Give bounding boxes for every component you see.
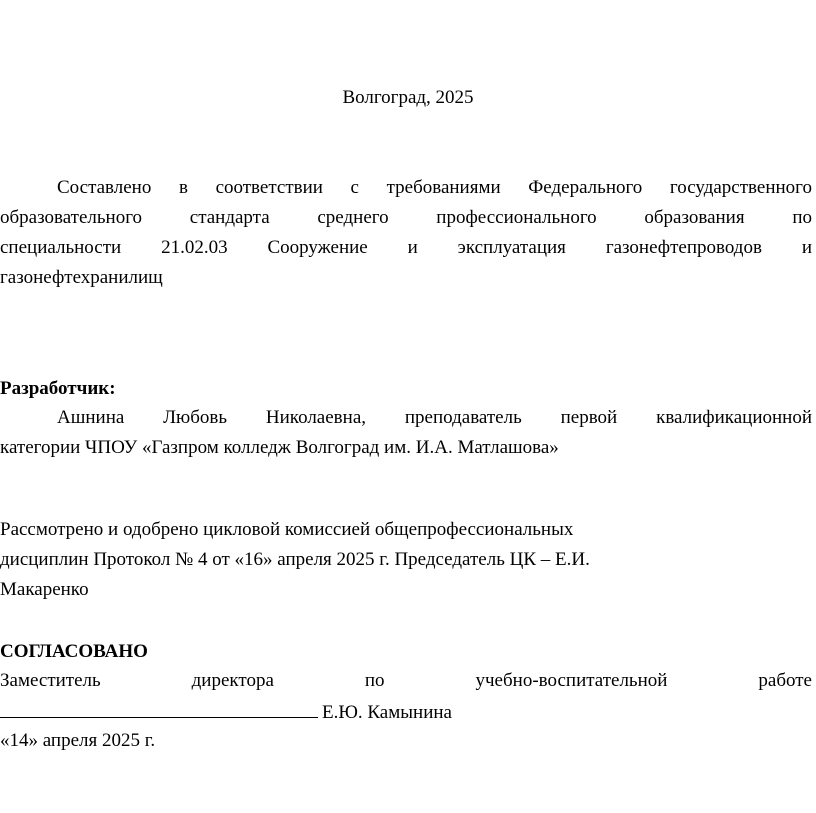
signatory-name: Е.Ю. Камынина: [322, 702, 452, 723]
signature-line: [0, 697, 318, 718]
compiled-line-4: газонефтехранилищ: [0, 267, 163, 288]
compiled-line-3: специальности 21.02.03 Сооружение и эксплуатация газонефтепроводов и: [0, 237, 812, 258]
approval-date: «14» апреля 2025 г.: [0, 730, 156, 751]
developer-heading: Разработчик:: [0, 378, 116, 399]
compiled-line-1: Составлено в соответствии с требованиями Федерального государственного: [57, 177, 812, 198]
developer-line-1: Ашнина Любовь Николаевна, преподаватель первой квалификационной: [57, 407, 812, 428]
signature-row: [0, 697, 452, 727]
review-line-3: Макаренко: [0, 579, 89, 600]
review-line-1: Рассмотрено и одобрено цикловой комиссией общепрофессиональных: [0, 519, 574, 540]
review-line-2: дисциплин Протокол № 4 от «16» апреля 2025 г. Председатель ЦК – Е.И.: [0, 549, 590, 570]
approval-heading: СОГЛАСОВАНО: [0, 641, 148, 662]
city-year: Волгоград, 2025: [342, 87, 474, 108]
approval-position: Заместитель директора по учебно-воспитательной работе: [0, 670, 812, 691]
compiled-line-2: образовательного стандарта среднего профессионального образования по: [0, 207, 812, 228]
developer-line-2: категории ЧПОУ «Газпром колледж Волгоград им. И.А. Матлашова»: [0, 437, 559, 458]
